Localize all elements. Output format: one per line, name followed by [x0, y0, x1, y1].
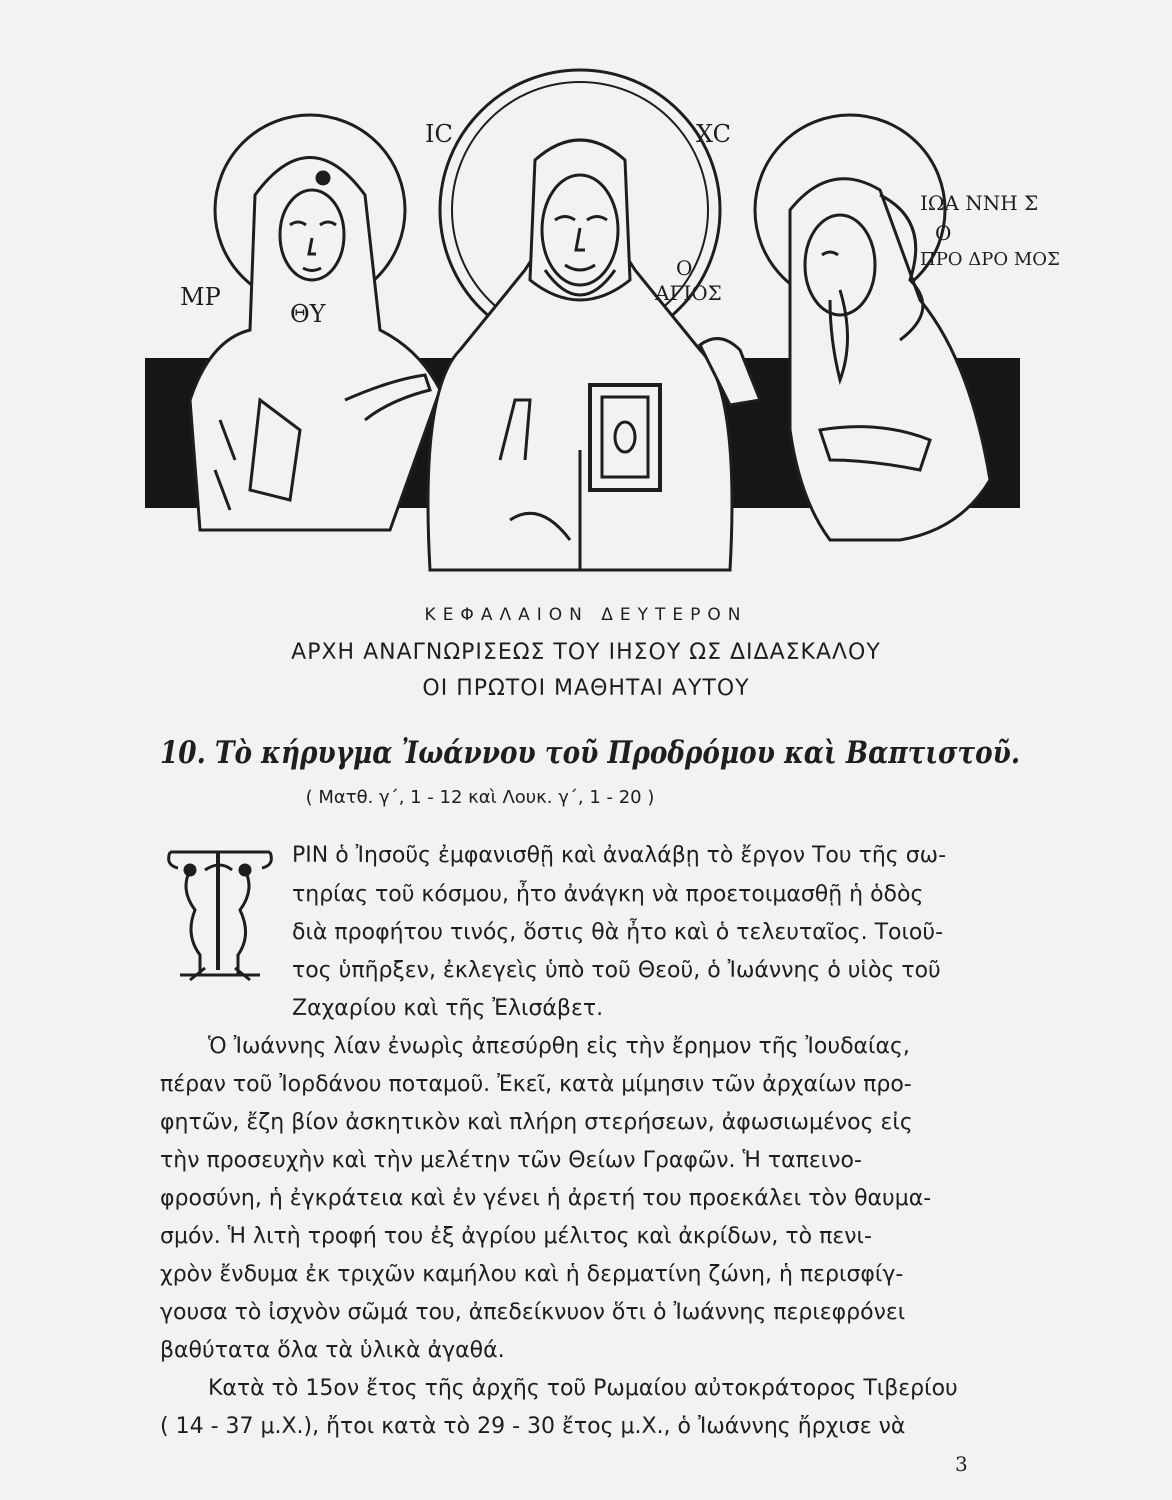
- body-line-13: γουσα τὸ ἰσχνὸν σῶμά του, ἀπεδείκνυον ὅτι ὁ Ἰωάννης περιεφρόνει: [160, 1300, 906, 1325]
- body-line-15: Κατὰ τὸ 15ον ἔτος τῆς ἀρχῆς τοῦ Ρωμαίου αὐτοκράτορος Τιβερίου: [208, 1376, 958, 1401]
- body-line-6: Ὁ Ἰωάννης λίαν ἐνωρὶς ἀπεσύρθη εἰς τὴν ἔρημον τῆς Ἰουδαίας,: [208, 1034, 910, 1059]
- christ-xc-label: XC: [696, 120, 732, 148]
- body-line-10: φροσύνη, ἡ ἐγκράτεια καὶ ἐν γένει ἡ ἀρετή του προεκάλει τὸν θαυμα-: [160, 1186, 932, 1211]
- body-line-14: βαθύτατα ὅλα τὰ ὑλικὰ ἀγαθά.: [160, 1338, 505, 1363]
- page-number: 3: [955, 1452, 968, 1476]
- scripture-reference: ( Ματθ. γ΄, 1 - 12 καὶ Λουκ. γ΄, 1 - 20 ): [305, 787, 655, 808]
- body-line-11: σμόν. Ἡ λιτὴ τροφή του ἐξ ἀγρίου μέλιτος καὶ ἀκρίδων, τὸ πενι-: [160, 1224, 872, 1249]
- mary-mp-label: MP: [180, 283, 221, 311]
- deesis-icon-illustration: [140, 100, 1060, 580]
- body-line-16: ( 14 - 37 μ.Χ.), ἤτοι κατὰ τὸ 29 - 30 ἔτος μ.Χ., ὁ Ἰωάννης ἤρχισε νὰ: [160, 1414, 906, 1439]
- mary-theta-label: ΘΥ: [290, 300, 326, 328]
- body-line-7: πέραν τοῦ Ἰορδάνου ποταμοῦ. Ἐκεῖ, κατὰ μίμησιν τῶν ἀρχαίων προ-: [160, 1072, 912, 1097]
- body-line-1: ΡΙΝ ὁ Ἰησοῦς ἐμφανισθῇ καὶ ἀναλάβῃ τὸ ἔργον Του τῆς σω-: [292, 843, 947, 868]
- chapter-title-line2: ΟΙ ΠΡΩΤΟΙ ΜΑΘΗΤΑΙ ΑΥΤΟΥ: [422, 676, 750, 701]
- body-line-9: τὴν προσευχὴν καὶ τὴν μελέτην τῶν Θείων Γραφῶν. Ἡ ταπεινο-: [160, 1148, 862, 1173]
- chapter-title-line1: ΑΡΧΗ ΑΝΑΓΝΩΡΙΣΕΩΣ ΤΟΥ ΙΗΣΟΥ ΩΣ ΔΙΔΑΣΚΑΛΟΥ: [291, 640, 881, 665]
- christ-ic-label: IC: [425, 120, 453, 148]
- christ-agios-label: ΑΓΙΟΣ: [655, 281, 722, 305]
- chapter-kicker: ΚΕΦΑΛΑΙΟΝ ΔΕΥΤΕΡΟΝ: [424, 605, 748, 625]
- body-line-4: τος ὑπῆρξεν, ἐκλεγεὶς ὑπὸ τοῦ Θεοῦ, ὁ Ἰωάννης ὁ υἱὸς τοῦ: [292, 958, 941, 983]
- john-name-label: ΙΩΑ ΝΝΗ Σ: [920, 191, 1039, 215]
- body-line-8: φητῶν, ἔζη βίον ἀσκητικὸν καὶ πλήρη στερήσεων, ἀφωσιωμένος εἰς: [160, 1110, 913, 1135]
- body-line-2: τηρίας τοῦ κόσμου, ἦτο ἀνάγκη νὰ προετοιμασθῇ ἡ ὁδὸς: [292, 882, 924, 907]
- body-line-5: Ζαχαρίου καὶ τῆς Ἐλισάβετ.: [292, 996, 604, 1021]
- deesis-drawing: [140, 100, 1060, 580]
- body-line-3: διὰ προφήτου τινός, ὅστις θὰ ἦτο καὶ ὁ τελευταῖος. Τοιοῦ-: [292, 920, 944, 945]
- ornamental-dropcap-icon: [160, 840, 280, 990]
- body-line-12: χρὸν ἔνδυμα ἐκ τριχῶν καμήλου καὶ ἡ δερματίνη ζώνη, ἡ περισφίγ-: [160, 1262, 904, 1287]
- christ-o-label: Ο: [676, 256, 693, 280]
- john-prodromos-label: ΠΡΟ ΔΡΟ ΜΟΣ: [920, 249, 1060, 270]
- john-o-label: Ο: [935, 221, 952, 245]
- section-heading: 10. Τὸ κήρυγμα Ἰωάννου τοῦ Προδρόμου καὶ Βαπτιστοῦ.: [160, 735, 1021, 771]
